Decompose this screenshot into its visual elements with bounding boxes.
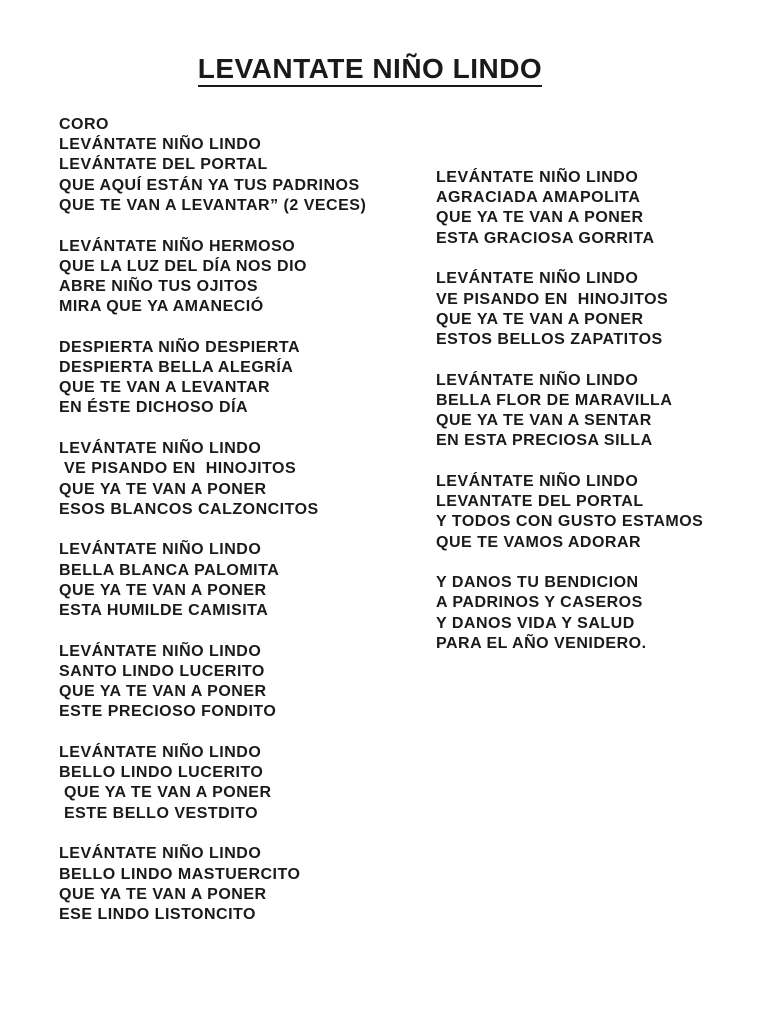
lyric-line: LEVÁNTATE NIÑO LINDO	[59, 541, 262, 559]
lyric-line: LEVÁNTATE NIÑO HERMOSO	[59, 237, 296, 255]
lyric-line: Y TODOS CON GUSTO ESTAMOS	[436, 513, 704, 531]
lyric-line: AGRACIADA AMAPOLITA	[436, 189, 641, 207]
stanza	[59, 743, 419, 824]
stanza	[436, 168, 756, 249]
lyric-line: VE PISANDO EN HINOJITOS	[436, 290, 669, 308]
lyric-line: ESTOS BELLOS ZAPATITOS	[436, 330, 663, 348]
lyric-line: ESTE PRECIOSO FONDITO	[59, 703, 277, 721]
lyric-line: QUE TE VAN A LEVANTAR	[59, 379, 271, 397]
lyric-line: ESTA GRACIOSA GORRITA	[436, 229, 655, 247]
lyric-line: ESTA HUMILDE CAMISITA	[59, 602, 269, 620]
lyric-line: LEVÁNTATE NIÑO LINDO	[436, 472, 639, 490]
lyric-line: VE PISANDO EN HINOJITOS	[59, 460, 297, 478]
lyric-line: EN ESTA PRECIOSA SILLA	[436, 432, 653, 450]
lyric-line: QUE LA LUZ DEL DÍA NOS DIO	[59, 257, 307, 275]
lyric-line: A PADRINOS Y CASEROS	[436, 594, 643, 612]
stanza	[59, 338, 419, 419]
stanza	[59, 540, 419, 621]
lyric-line: ESE LINDO LISTONCITO	[59, 906, 256, 923]
lyric-line: LEVANTATE DEL PORTAL	[436, 493, 644, 511]
lyric-line: LEVÁNTATE NIÑO LINDO	[436, 169, 639, 186]
lyric-line: EN ÉSTE DICHOSO DÍA	[59, 399, 249, 417]
lyric-line: PARA EL AÑO VENIDERO.	[436, 634, 647, 652]
stanza	[59, 844, 419, 925]
stanza	[436, 371, 756, 452]
lyric-line: QUE YA TE VAN A PONER	[59, 885, 267, 903]
lyric-line: LEVÁNTATE DEL PORTAL	[59, 156, 268, 174]
left-lyrics-column	[59, 115, 419, 946]
page-title	[0, 53, 740, 85]
stanza	[59, 439, 419, 520]
lyric-line: LEVÁNTATE NIÑO LINDO	[59, 642, 262, 660]
stanza	[59, 237, 419, 318]
lyric-line: LEVÁNTATE NIÑO LINDO	[436, 371, 639, 389]
lyric-line: Y DANOS VIDA Y SALUD	[436, 614, 635, 632]
lyric-line: LEVÁNTATE NIÑO LINDO	[59, 845, 262, 863]
lyric-line: MIRA QUE YA AMANECIÓ	[59, 298, 264, 316]
right-lyrics-column	[436, 168, 756, 675]
lyric-line: ABRE NIÑO TUS OJITOS	[59, 277, 259, 295]
page-title-text: LEVANTATE NIÑO LINDO	[198, 53, 542, 87]
lyric-line: LEVÁNTATE NIÑO LINDO	[59, 440, 262, 458]
lyric-line: BELLO LINDO MASTUERCITO	[59, 865, 301, 883]
lyric-line: BELLA BLANCA PALOMITA	[59, 561, 280, 579]
lyric-line: ESTE BELLO VESTDITO	[59, 804, 259, 822]
lyric-line: ESOS BLANCOS CALZONCITOS	[59, 500, 319, 518]
stanza	[436, 472, 756, 553]
lyric-line: QUE YA TE VAN A PONER	[59, 581, 267, 599]
lyric-line: QUE YA TE VAN A PONER	[436, 310, 644, 328]
lyric-line: CORO	[59, 116, 109, 133]
lyric-line: QUE YA TE VAN A SENTAR	[436, 412, 652, 430]
lyric-line: LEVÁNTATE NIÑO LINDO	[59, 136, 262, 154]
lyric-line: QUE YA TE VAN A PONER	[59, 480, 267, 498]
lyric-line: DESPIERTA BELLA ALEGRÍA	[59, 359, 294, 377]
stanza	[59, 642, 419, 723]
stanza	[436, 269, 756, 350]
lyric-line: DESPIERTA NIÑO DESPIERTA	[59, 338, 301, 356]
lyric-line: QUE YA TE VAN A PONER	[59, 683, 267, 701]
lyric-line: QUE YA TE VAN A PONER	[436, 209, 644, 227]
lyric-line: LEVÁNTATE NIÑO LINDO	[436, 270, 639, 288]
lyric-line: BELLA FLOR DE MARAVILLA	[436, 391, 673, 409]
lyric-line: QUE TE VAMOS ADORAR	[436, 533, 642, 551]
lyric-line: QUE TE VAN A LEVANTAR” (2 VECES)	[59, 196, 367, 214]
lyric-line: LEVÁNTATE NIÑO LINDO	[59, 744, 262, 762]
lyric-line: QUE AQUÍ ESTÁN YA TUS PADRINOS	[59, 176, 360, 194]
lyric-line: QUE YA TE VAN A PONER	[59, 784, 272, 802]
lyric-line: SANTO LINDO LUCERITO	[59, 662, 265, 680]
stanza	[436, 573, 756, 654]
lyric-line: BELLO LINDO LUCERITO	[59, 764, 264, 782]
lyric-line: Y DANOS TU BENDICION	[436, 574, 639, 592]
stanza	[59, 115, 419, 216]
